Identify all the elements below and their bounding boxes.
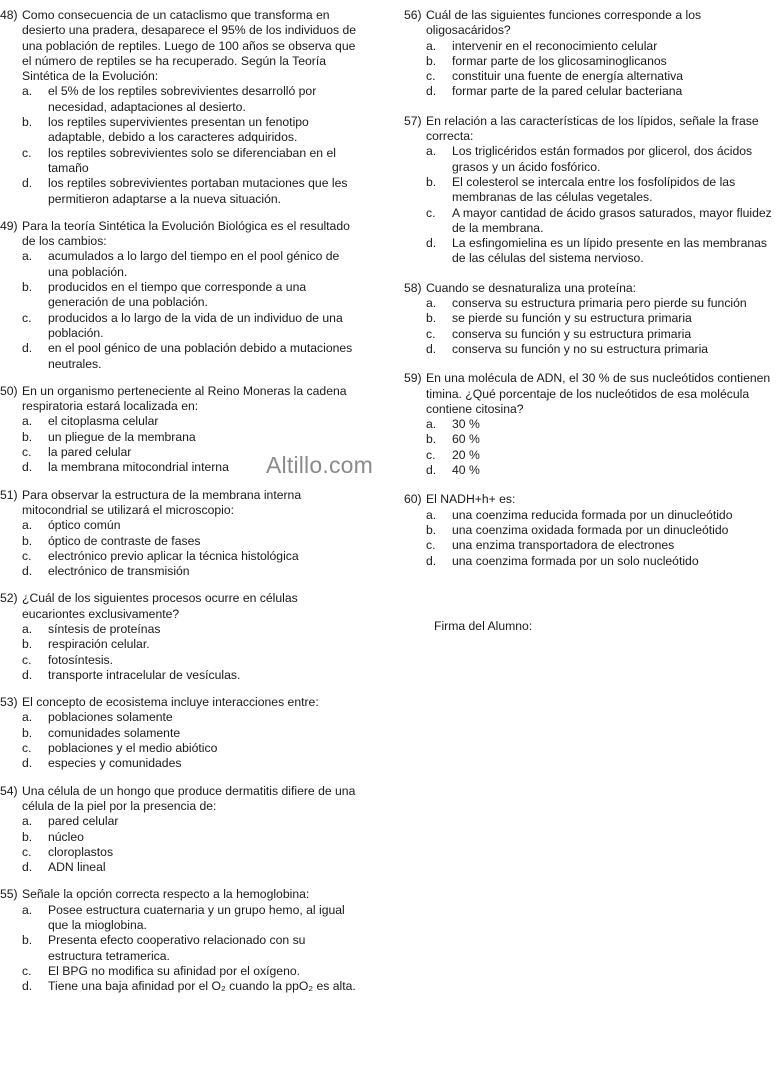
answer-option[interactable] <box>0 830 360 845</box>
question-spacer <box>0 683 360 695</box>
answer-option[interactable] <box>0 549 360 564</box>
question-56 <box>404 8 780 100</box>
option-text: A mayor cantidad de ácido grasos saturados, mayor fluidez de la membrana. <box>452 205 772 235</box>
option-text: una coenzima reducida formada por un dinucleótido <box>452 507 733 522</box>
option-text: Tiene una baja afinidad por el O₂ cuando la ppO₂ es alta. <box>48 979 356 994</box>
question-text: Para la teoría Sintética la Evolución Biológica es el resultado de los cambios: <box>22 218 350 249</box>
answer-options <box>404 296 780 357</box>
answer-option[interactable] <box>0 668 360 683</box>
option-letter: b. <box>22 429 33 444</box>
option-letter: d. <box>426 236 437 251</box>
answer-options <box>0 622 360 683</box>
answer-option[interactable] <box>0 726 360 741</box>
answer-option[interactable] <box>404 342 780 357</box>
option-text: óptico de contraste de fases <box>48 533 201 548</box>
answer-option[interactable] <box>0 741 360 756</box>
answer-option[interactable] <box>404 175 780 206</box>
question-number: 52) <box>0 591 18 606</box>
question-stem <box>404 8 780 39</box>
answer-option[interactable] <box>0 933 360 964</box>
question-text: Una célula de un hongo que produce dermatitis difiere de una célula de la piel por la presencia de: <box>22 783 356 813</box>
option-letter: b. <box>426 311 437 326</box>
answer-option[interactable] <box>404 54 780 69</box>
option-letter: c. <box>22 310 32 325</box>
question-spacer <box>0 875 360 887</box>
question-53 <box>0 695 360 771</box>
option-letter: b. <box>426 522 437 537</box>
answer-options <box>0 518 360 579</box>
option-text: Los triglicéridos están formados por glicerol, dos ácidos grasos y un ácido fosfórico. <box>452 144 753 174</box>
answer-options <box>404 144 780 266</box>
option-text: el 5% de los reptiles sobrevivientes desarrolló por necesidad, adaptaciones al desierto. <box>48 84 317 114</box>
answer-option[interactable] <box>0 115 360 146</box>
question-text: En un organismo perteneciente al Reino Moneras la cadena respiratoria estará localizada en: <box>22 383 347 414</box>
option-text: la membrana mitocondrial interna <box>48 460 229 475</box>
option-text: los reptiles supervivientes presentan un fenotipo adaptable, debido a los caracteres adquiridos. <box>48 115 309 145</box>
option-letter: d. <box>22 860 33 875</box>
option-letter: c. <box>22 445 32 460</box>
option-letter: b. <box>22 533 33 548</box>
answer-option[interactable] <box>404 538 780 553</box>
option-letter: b. <box>22 280 33 295</box>
answer-option[interactable] <box>0 146 360 177</box>
option-letter: b. <box>22 637 33 652</box>
answer-option[interactable] <box>0 756 360 771</box>
answer-option[interactable] <box>404 69 780 84</box>
answer-options <box>0 710 360 771</box>
option-letter: d. <box>22 979 33 994</box>
question-stem <box>404 371 780 417</box>
question-spacer <box>404 267 780 281</box>
option-text: fotosíntesis. <box>48 652 114 667</box>
option-text: 60 % <box>452 432 480 447</box>
question-stem <box>404 114 780 145</box>
question-59 <box>404 371 780 478</box>
option-letter: b. <box>22 829 33 844</box>
option-text: Presenta efecto cooperativo relacionado con su estructura tetramerica. <box>48 933 306 963</box>
option-text: electrónico de transmisión <box>48 564 190 579</box>
option-text: electrónico previo aplicar la técnica histológica <box>48 548 299 563</box>
answer-option[interactable] <box>0 964 360 979</box>
question-spacer <box>404 100 780 114</box>
option-text: respiración celular. <box>48 637 150 652</box>
answer-option[interactable] <box>404 311 780 326</box>
option-letter: a. <box>426 296 437 311</box>
question-49 <box>0 219 360 372</box>
option-letter: b. <box>22 933 33 948</box>
option-text: un pliegue de la membrana <box>48 429 196 444</box>
answer-options <box>0 249 360 371</box>
question-text: En una molécula de ADN, el 30 % de sus nucleótidos contienen timina. ¿Qué porcentaje de los nucleótidos de esa molécula contiene citosina? <box>426 371 771 416</box>
question-spacer <box>0 476 360 488</box>
question-spacer <box>0 772 360 784</box>
left-column <box>0 8 360 995</box>
option-text: una coenzima oxidada formada por un dinucleótido <box>452 522 729 537</box>
option-text: producidos a lo largo de la vida de un individuo de una población. <box>48 310 343 340</box>
question-text: El concepto de ecosistema incluye interacciones entre: <box>22 695 319 710</box>
option-letter: b. <box>22 725 33 740</box>
option-text: poblaciones y el medio abiótico <box>48 741 218 756</box>
option-letter: d. <box>22 564 33 579</box>
option-text: pared celular <box>48 814 119 829</box>
signature-label: Firma del Alumno: <box>434 619 533 633</box>
question-stem <box>0 384 360 415</box>
question-number: 57) <box>404 113 422 128</box>
option-letter: a. <box>22 249 33 264</box>
answer-option[interactable] <box>0 653 360 668</box>
option-letter: d. <box>22 756 33 771</box>
answer-option[interactable] <box>0 979 360 994</box>
answer-option[interactable] <box>0 84 360 115</box>
option-letter: d. <box>426 84 437 99</box>
answer-option[interactable] <box>0 430 360 445</box>
answer-option[interactable] <box>0 311 360 342</box>
answer-options <box>404 508 780 569</box>
option-text: Posee estructura cuaternaria y un grupo hemo, al igual que la mioglobina. <box>48 902 345 933</box>
question-stem <box>404 281 780 296</box>
question-text: Cuál de las siguientes funciones corresponde a los oligosacáridos? <box>426 8 702 38</box>
answer-options <box>0 903 360 995</box>
question-spacer <box>404 357 780 371</box>
question-spacer <box>0 372 360 384</box>
option-text: intervenir en el reconocimiento celular <box>452 38 658 53</box>
option-text: comunidades solamente <box>48 725 181 740</box>
question-number: 54) <box>0 783 18 798</box>
option-letter: c. <box>22 652 32 667</box>
question-stem <box>0 8 360 84</box>
answer-options <box>404 39 780 100</box>
question-stem <box>0 591 360 622</box>
option-text: conserva su función y su estructura primaria <box>452 326 692 341</box>
option-text: La esfingomielina es un lípido presente en las membranas de las células del sistema nervioso. <box>452 236 768 266</box>
question-stem <box>0 488 360 519</box>
answer-option[interactable] <box>404 236 780 267</box>
answer-option[interactable] <box>404 432 780 447</box>
option-letter: c. <box>426 538 436 553</box>
option-text: síntesis de proteínas <box>48 621 161 636</box>
option-letter: c. <box>22 844 32 859</box>
option-text: ADN lineal <box>48 860 106 875</box>
option-text: una enzima transportadora de electrones <box>452 538 675 553</box>
answer-option[interactable] <box>404 463 780 478</box>
watermark-logo: Altillo.com <box>266 452 374 478</box>
answer-option[interactable] <box>404 206 780 237</box>
question-number: 48) <box>0 8 18 22</box>
option-letter: a. <box>426 144 437 159</box>
option-text: los reptiles sobrevivientes portaban mutaciones que les permitieron adaptarse a la nueva situación. <box>48 176 348 206</box>
option-text: la pared celular <box>48 445 132 460</box>
option-letter: a. <box>22 84 33 99</box>
answer-option[interactable] <box>404 508 780 523</box>
option-text: una coenzima formada por un solo nucleótido <box>452 553 699 568</box>
answer-option[interactable] <box>0 564 360 579</box>
answer-option[interactable] <box>404 554 780 569</box>
option-letter: d. <box>426 553 437 568</box>
answer-option[interactable] <box>0 280 360 311</box>
right-column <box>404 8 780 569</box>
question-50 <box>0 384 360 476</box>
answer-option[interactable] <box>0 176 360 207</box>
question-number: 56) <box>404 8 422 22</box>
question-spacer <box>0 579 360 591</box>
question-52 <box>0 591 360 683</box>
answer-option[interactable] <box>0 445 360 460</box>
option-letter: d. <box>22 176 33 191</box>
option-letter: d. <box>22 667 33 682</box>
answer-option[interactable] <box>404 84 780 99</box>
question-54 <box>0 784 360 876</box>
answer-option[interactable] <box>404 417 780 432</box>
answer-option[interactable] <box>0 460 360 475</box>
option-text: conserva su función y no su estructura primaria <box>452 341 709 356</box>
option-letter: c. <box>426 447 436 462</box>
question-number: 58) <box>404 280 422 295</box>
question-48 <box>0 8 360 207</box>
question-text: Señale la opción correcta respecto a la hemoglobina: <box>22 887 310 902</box>
question-text: Como consecuencia de un cataclismo que transforma en desierto una pradera, desaparece el 95% de los individuos de una población de reptiles. Luego de 100 años se observa que el número de reptiles se ha recuperado. Según la Teoría Sintética de la Evolución: <box>22 8 357 84</box>
option-letter: a. <box>22 814 33 829</box>
answer-options <box>0 84 360 206</box>
question-text: Cuando se desnaturaliza una proteína: <box>426 280 637 295</box>
option-letter: d. <box>426 463 437 478</box>
option-text: constituir una fuente de energía alternativa <box>452 69 684 84</box>
option-letter: d. <box>22 341 33 356</box>
option-text: formar parte de los glicosaminoglicanos <box>452 53 667 68</box>
option-letter: b. <box>426 53 437 68</box>
question-number: 55) <box>0 887 18 902</box>
question-number: 53) <box>0 695 18 710</box>
option-letter: c. <box>22 741 32 756</box>
option-letter: a. <box>22 518 33 533</box>
answer-option[interactable] <box>0 814 360 829</box>
answer-option[interactable] <box>404 448 780 463</box>
option-text: 40 % <box>452 463 480 478</box>
question-58 <box>404 281 780 357</box>
answer-option[interactable] <box>404 144 780 175</box>
answer-options <box>404 417 780 478</box>
option-letter: c. <box>22 548 32 563</box>
option-letter: a. <box>426 507 437 522</box>
question-spacer <box>404 478 780 492</box>
option-letter: d. <box>426 341 437 356</box>
option-text: los reptiles sobrevivientes solo se diferenciaban en el tamaño <box>48 145 336 175</box>
option-text: especies y comunidades <box>48 756 182 771</box>
option-text: el citoplasma celular <box>48 414 159 429</box>
option-letter: b. <box>426 432 437 447</box>
answer-option[interactable] <box>0 518 360 533</box>
option-text: cloroplastos <box>48 844 114 859</box>
question-stem <box>0 219 360 250</box>
answer-option[interactable] <box>404 296 780 311</box>
answer-option[interactable] <box>0 534 360 549</box>
answer-option[interactable] <box>404 523 780 538</box>
option-text: transporte intracelular de vesículas. <box>48 667 241 682</box>
option-text: acumulados a lo largo del tiempo en el pool génico de una población. <box>48 249 340 279</box>
answer-option[interactable] <box>0 414 360 429</box>
answer-option[interactable] <box>0 845 360 860</box>
question-stem <box>0 695 360 710</box>
option-text: en el pool génico de una población debido a mutaciones neutrales. <box>48 341 353 371</box>
question-stem <box>0 887 360 902</box>
question-51 <box>0 488 360 580</box>
question-stem <box>404 492 780 507</box>
option-letter: a. <box>22 710 33 725</box>
option-letter: c. <box>426 69 436 84</box>
question-number: 59) <box>404 371 422 386</box>
answer-option[interactable] <box>0 637 360 652</box>
question-55 <box>0 887 360 994</box>
answer-option[interactable] <box>404 327 780 342</box>
option-text: 20 % <box>452 447 480 462</box>
answer-option[interactable] <box>0 710 360 725</box>
option-text: conserva su estructura primaria pero pierde su función <box>452 296 747 311</box>
question-57 <box>404 114 780 267</box>
answer-options <box>0 814 360 875</box>
question-60 <box>404 492 780 568</box>
answer-option[interactable] <box>0 249 360 280</box>
answer-option[interactable] <box>0 341 360 372</box>
option-letter: a. <box>426 417 437 432</box>
option-text: óptico común <box>48 518 121 533</box>
option-letter: c. <box>426 205 436 220</box>
option-letter: b. <box>22 115 33 130</box>
answer-option[interactable] <box>0 860 360 875</box>
question-text: El NADH+h+ es: <box>426 492 516 507</box>
option-text: se pierde su función y su estructura primaria <box>452 311 692 326</box>
option-letter: d. <box>22 460 33 475</box>
question-number: 51) <box>0 487 18 502</box>
option-text: formar parte de la pared celular bacteriana <box>452 84 683 99</box>
option-letter: b. <box>426 174 437 189</box>
answer-option[interactable] <box>0 903 360 934</box>
question-number: 50) <box>0 383 18 398</box>
option-letter: c. <box>426 326 436 341</box>
question-text: ¿Cuál de los siguientes procesos ocurre en células eucariontes exclusivamente? <box>22 591 298 621</box>
option-letter: a. <box>22 621 33 636</box>
option-letter: a. <box>22 414 33 429</box>
answer-option[interactable] <box>404 39 780 54</box>
question-text: Para observar la estructura de la membrana interna mitocondrial se utilizará el microscopio: <box>22 487 302 517</box>
option-text: 30 % <box>452 417 480 432</box>
question-stem <box>0 784 360 815</box>
option-text: El colesterol se intercala entre los fosfolípidos de las membranas de las células vegetales. <box>452 174 736 205</box>
question-text: En relación a las características de los lípidos, señale la frase correcta: <box>426 113 759 144</box>
option-text: núcleo <box>48 829 84 844</box>
question-number: 49) <box>0 218 18 233</box>
option-letter: a. <box>426 38 437 53</box>
answer-option[interactable] <box>0 622 360 637</box>
option-letter: a. <box>22 902 33 917</box>
option-text: El BPG no modifica su afinidad por el oxígeno. <box>48 963 301 978</box>
option-text: poblaciones solamente <box>48 710 173 725</box>
option-text: producidos en el tiempo que corresponde a una generación de una población. <box>48 280 307 310</box>
question-spacer <box>0 207 360 219</box>
question-number: 60) <box>404 492 422 507</box>
option-letter: c. <box>22 963 32 978</box>
option-letter: c. <box>22 145 32 160</box>
answer-options <box>0 414 360 475</box>
